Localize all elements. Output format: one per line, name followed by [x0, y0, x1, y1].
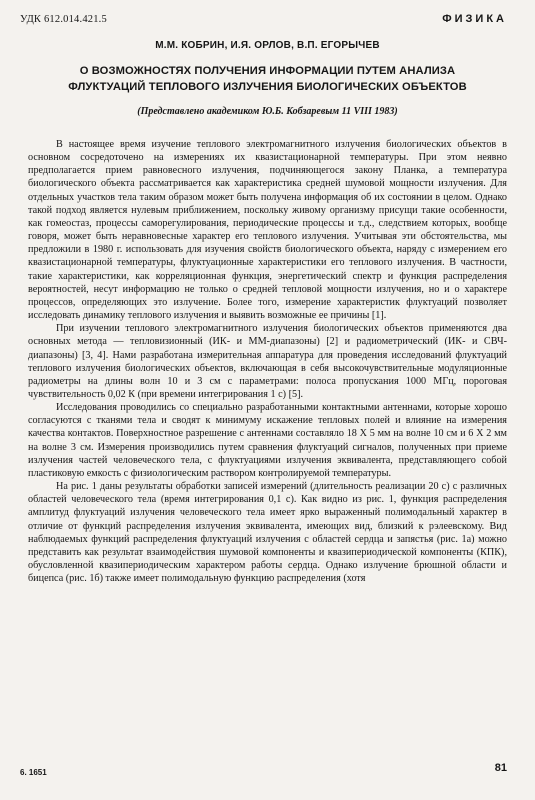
paragraph-3: Исследования проводились со специально разработанными контактными антеннами, которые хорошо согласуются с тканями тела и сводят к минимуму искажение тепловых полей и влияние на измерения качества контактов. Поверхностное разрешение с антеннами составляло 18 Х 5 мм на волне 10 см и 6 Х 2 мм на волне 3 см. Измерения производились путем сравнения флуктуаций сигналов, полученных при приеме излучения частей человеческого тела, с флуктуациями излучения эквивалента, представляющего собой пластиковую емкость с физиологическим раствором контролируемой температуры.	[28, 402, 507, 479]
article-authors: М.М. КОБРИН, И.Я. ОРЛОВ, В.П. ЕГОРЫЧЕВ	[155, 40, 380, 51]
paragraph-4: На рис. 1 даны результаты обработки записей измерений (длительность реализации 20 с) с различных областей человеческого тела (время интегрирования 0,1 с). Как видно из рис. 1, функция распределения амплитуд флуктуаций излучения человеческого тела имеет ярко выраженный полимодальный характер в отличие от функций распределения излучения эквивалента, имеющих вид, близкий к рэлеевскому. Вид наблюдаемых функций распределения флуктуаций излучения с областей сердца и запястья (рис. 1а) можно представить как результат взаимодействия шумовой компоненты и квазипериодической компоненты (КПК), обусловленной квазипериодическим характером работы сердца. Однако излучение брюшной области и бицепса (рис. 1б) также имеет полимодальную функцию распределения (хотя	[28, 481, 507, 585]
paragraph-2: При изучении теплового электромагнитного излучения биологических объектов применяются два основных метода — тепловизионный (ИК- и ММ-диапазоны) [2] и радиометрический (ИК- и СВЧ-диапазоны) [3, 4]. Нами разработана измерительная аппаратура для проведения исследований флуктуаций теплового излучения биологических объектов, включающая в себя высокочувствительные модуляционные радиометры на длины волн 10 и 3 см с параметрами: полоса пропускания 1000 МГц, пороговая чувствительность 0,02 К (при времени интегрирования 1 с) [5].	[28, 323, 507, 400]
section-title: ФИЗИКА	[442, 13, 507, 25]
page-number: 81	[494, 762, 507, 774]
printer-signature: 6. 1651	[20, 768, 47, 777]
title-line-2: ФЛУКТУАЦИЙ ТЕПЛОВОГО ИЗЛУЧЕНИЯ БИОЛОГИЧЕСКИХ ОБЪЕКТОВ	[68, 81, 467, 93]
title-line-1: О ВОЗМОЖНОСТЯХ ПОЛУЧЕНИЯ ИНФОРМАЦИИ ПУТЕМ АНАЛИЗА	[79, 65, 456, 77]
paragraph-1: В настоящее время изучение теплового электромагнитного излучения биологических объектов в основном сосредоточено на измерениях их квазистационарной температуры. При этом неявно предполагается прием равновесного излучения, подчиняющегося закону Планка, а температура биологического объекта рассматривается как характеристика средней шумовой мощности излучения. Для отдельных участков тела таким образом может быть получена информация об их состоянии в целом. Однако такой подход является нулевым приближением, поскольку живому организму присущи такие особенности, как гомеостаз, процессы саморегулирования, периодические процессы и т.д., следствием которых, вообще говоря, может быть неравновесные характер его теплового излучения. Учитывая эти обстоятельства, мы предложили в 1980 г. использовать для изучения свойств биологического объекта, наряду с измерением его квазистационарной температуры, флуктуационные характеристики его теплового излучения. В частности, такие характеристики, как корреляционная функция, энергетический спектр и функция распределения вероятностей, несут информацию не только о средней тепловой мощности излучения, но и о характере процессов, определяющих это излучение. Более того, измерение характеристик флуктуаций позволяет исследовать динамику теплового излучения и выявить возможные ее причины [1].	[28, 139, 507, 322]
article-body	[28, 138, 507, 585]
udk-code: УДК 612.014.421.5	[20, 14, 107, 25]
presented-note: (Представлено академиком Ю.Б. Кобзаревым 11 VIII 1983)	[137, 106, 398, 117]
article-title	[30, 63, 505, 95]
